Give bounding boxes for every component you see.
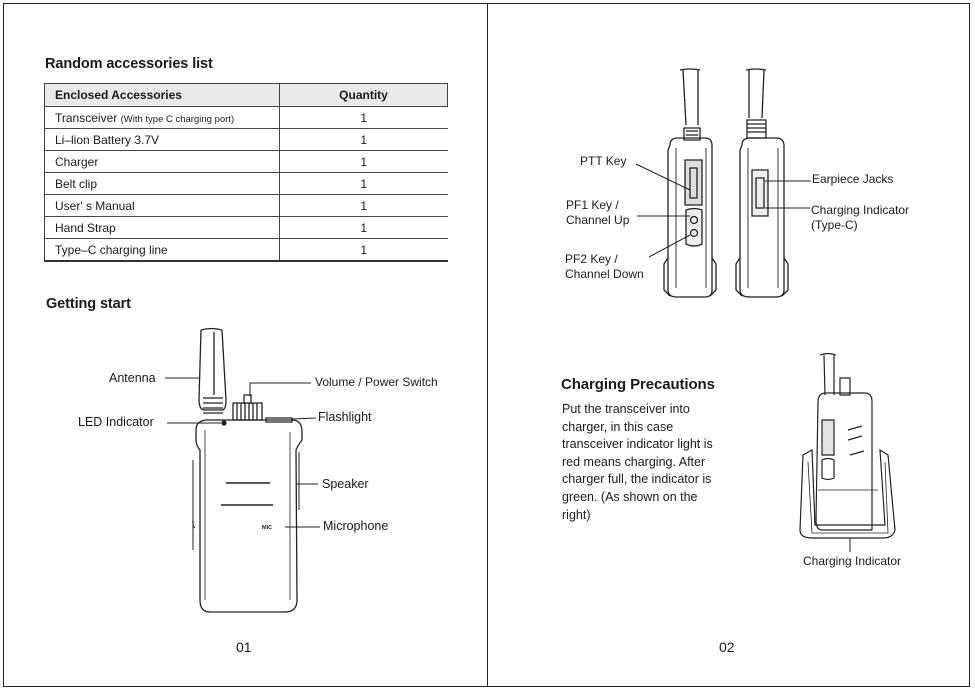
label-speaker: Speaker bbox=[322, 477, 369, 491]
label-charging-indicator: Charging Indicator bbox=[803, 554, 902, 568]
label-pf2-key bbox=[565, 252, 644, 282]
charging-precautions-title: Charging Precautions bbox=[561, 376, 715, 393]
mic-mark: MIC bbox=[262, 525, 273, 531]
header-enclosed: Enclosed Accessories bbox=[45, 84, 280, 107]
qty-cell: 1 bbox=[280, 195, 448, 217]
item-cell: Li–lion Battery 3.7V bbox=[45, 129, 280, 151]
label-led-indicator: LED Indicator bbox=[78, 415, 154, 429]
qty-cell: 1 bbox=[280, 107, 448, 129]
charging-precautions-text: Put the transceiver into charger, in this case transceiver indicator light is red means charging. After charger full, the indicator is green. (As shown on the right) bbox=[562, 402, 713, 522]
charging-ind-line1: Charging Indicator bbox=[811, 203, 910, 217]
label-microphone: Microphone bbox=[323, 519, 389, 533]
radio-side-illustration-right bbox=[736, 69, 788, 297]
item-cell: Belt clip bbox=[45, 173, 280, 195]
pf1-line2: Channel Up bbox=[566, 213, 630, 227]
pf2-line2: Channel Down bbox=[565, 267, 644, 281]
charger-illustration bbox=[800, 354, 895, 539]
item-note: (With type C charging port) bbox=[120, 113, 235, 125]
item-cell: Hand Strap bbox=[45, 217, 280, 239]
radio-side-illustration-left bbox=[664, 69, 716, 297]
label-antenna: Antenna bbox=[109, 371, 156, 385]
accessories-title: Random accessories list bbox=[45, 56, 213, 72]
qty-cell: 1 bbox=[280, 173, 448, 195]
page-number-left: 01 bbox=[236, 639, 252, 655]
charging-ind-line2: (Type-C) bbox=[811, 218, 858, 232]
header-quantity: Quantity bbox=[280, 84, 448, 107]
page-number-right: 02 bbox=[719, 639, 735, 655]
qty-cell: 1 bbox=[280, 151, 448, 173]
label-pf1-key bbox=[566, 198, 629, 228]
label-flashlight: Flashlight bbox=[318, 410, 372, 424]
item-name: Transceiver bbox=[55, 110, 118, 125]
item-cell: Charger bbox=[45, 151, 280, 173]
item-cell: User' s Manual bbox=[45, 195, 280, 217]
pf2-line1: PF2 Key / bbox=[565, 252, 618, 266]
label-volume-power: Volume / Power Switch bbox=[315, 375, 438, 389]
right-leader-lines bbox=[636, 164, 811, 257]
qty-cell: 1 bbox=[280, 129, 448, 151]
qty-cell: 1 bbox=[280, 239, 448, 262]
pf1-line1: PF1 Key / bbox=[566, 198, 619, 212]
item-cell: Type–C charging line bbox=[45, 239, 280, 262]
label-earpiece-jacks: Earpiece Jacks bbox=[812, 172, 894, 186]
getting-start-title: Getting start bbox=[46, 296, 131, 312]
label-charging-indicator-typec bbox=[811, 203, 909, 233]
radio-front-illustration bbox=[193, 329, 302, 613]
qty-cell: 1 bbox=[280, 217, 448, 239]
label-ptt-key: PTT Key bbox=[580, 154, 627, 168]
